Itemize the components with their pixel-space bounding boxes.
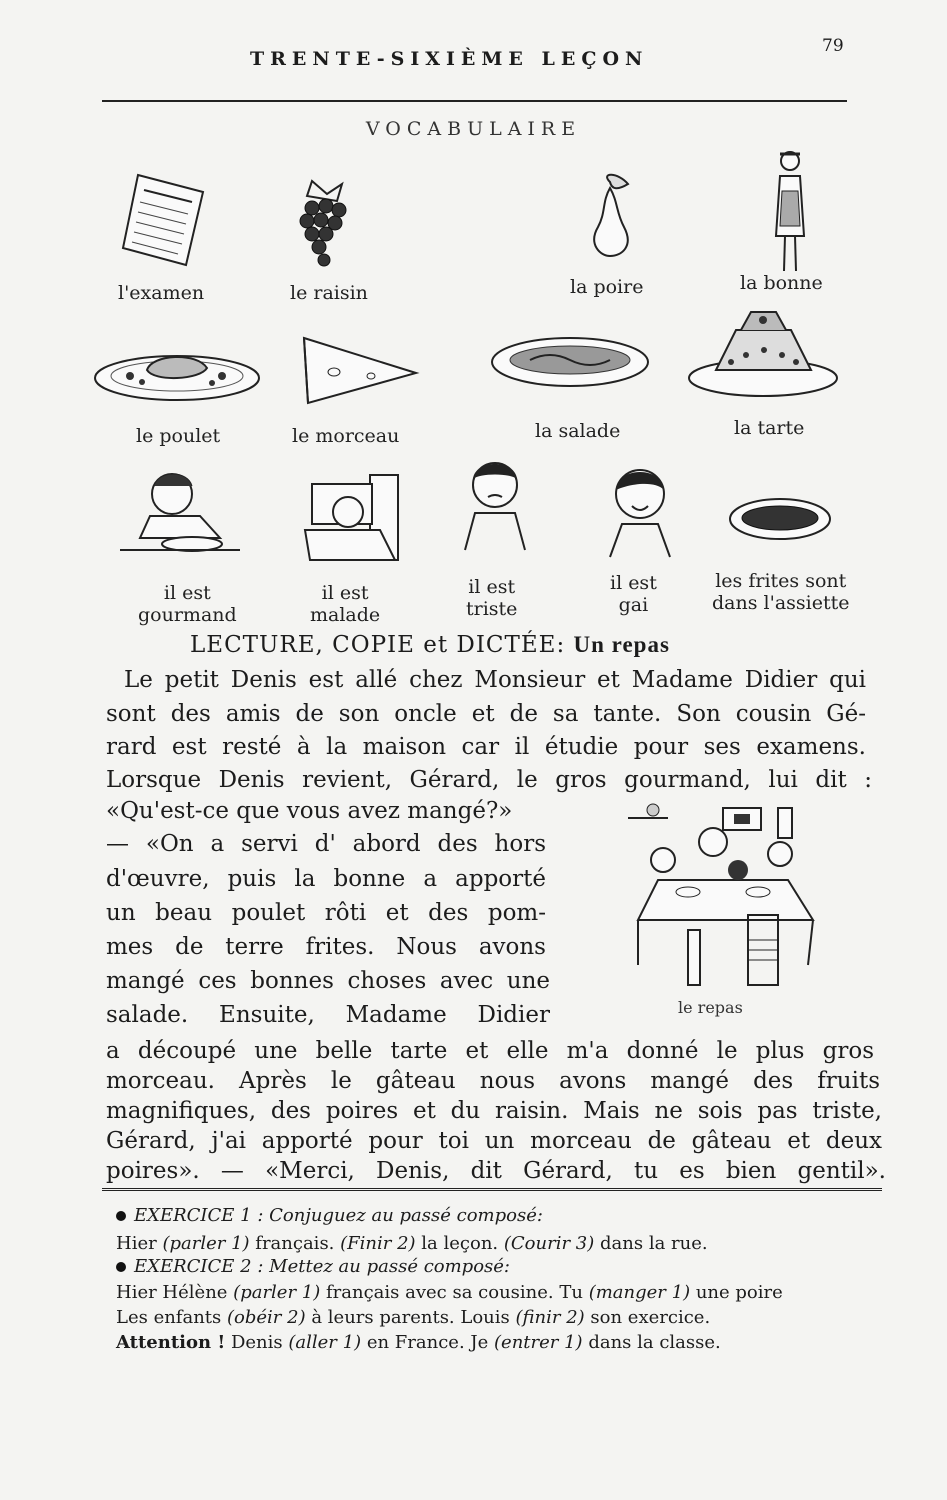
exercise-2-line-2 [116,1307,710,1329]
reading-line-4: Lorsque Denis revient, Gérard, le gros gourmand, lui dit : [106,767,872,793]
roast-chicken-illustration [92,340,262,405]
sad-boy-illustration [455,455,535,555]
reading-heading [190,632,670,658]
meal-picture-caption: le repas [678,998,743,1017]
reading-line-3: rard est resté à la maison car il étudie pour ses examens. [106,734,866,760]
bullet-icon [116,1262,126,1272]
exercise-1-instruction: Conjuguez au passé composé: [269,1205,543,1226]
vocab-fries [712,570,849,614]
exercise-2-line-1 [116,1282,783,1304]
ex2-l1-e: une poire [695,1282,783,1303]
ex1-verb-f: (Courir 3) [503,1233,595,1254]
ex2-l2-e: son exercice. [590,1307,711,1328]
ex2-l2-b: (obéir 2) [227,1307,306,1328]
ex2-l3-e: (entrer 1) [494,1332,583,1353]
vocab-sad-line2: triste [466,598,518,620]
reading-line-5: «Qu'est-ce que vous avez mangé?» [106,798,513,824]
exercise-2-line-3 [116,1332,721,1354]
fries-plate-illustration [728,494,833,544]
vocab-pear: la poire [570,276,644,298]
vocab-maid: la bonne [740,272,823,294]
vocab-sick-line2: malade [310,604,381,626]
reading-line-13: morceau. Après le gâteau nous avons mangé des fruits [106,1068,880,1094]
vocab-sad [466,576,517,620]
exercise-2-instruction: Mettez au passé composé: [269,1256,510,1277]
reading-line-14: magnifiques, des poires et du raisin. Mais ne sois pas triste, [106,1098,882,1124]
vocab-exam: l'examen [118,282,205,304]
bullet-icon [116,1211,126,1221]
ex1-verb-b: (parler 1) [162,1233,250,1254]
ex2-l3-d: en France. Je [366,1332,489,1353]
reading-line-6: — «On a servi d' abord des hors [106,831,546,857]
vocab-salad: la salade [535,420,621,442]
exam-paper-illustration [118,170,208,270]
happy-boy-illustration [600,462,680,562]
tart-illustration [686,300,841,400]
vocab-fries-line1: les frites sont [715,570,847,592]
ex1-text-c: français. [255,1233,335,1254]
vocab-sick [310,582,380,626]
salad-bowl-illustration [490,332,650,392]
vocab-piece: le morceau [292,425,400,447]
reading-line-10: mangé ces bonnes choses avec une [106,968,550,994]
sick-boy-illustration [300,470,405,565]
ex2-l2-c: à leurs parents. Louis [311,1307,510,1328]
pear-illustration [580,172,640,262]
reading-heading-prefix: LECTURE, COPIE et DICTÉE: [190,632,566,658]
greedy-boy-illustration [120,466,240,556]
header-rule [102,100,847,102]
reading-line-2: sont des amis de son oncle et de sa tante. Son cousin Gé- [106,701,866,727]
exercise-2-title: EXERCICE 2 : [134,1256,264,1277]
vocab-sad-line1: il est [468,576,516,598]
vocab-greedy-line2: gourmand [138,604,237,626]
family-meal-illustration [628,800,818,990]
vocab-happy-line2: gai [618,594,649,616]
vocab-tart: la tarte [734,417,805,439]
reading-line-9: mes de terre frites. Nous avons [106,934,546,960]
reading-line-15: Gérard, j'ai apporté pour toi un morceau de gâteau et deux [106,1128,882,1154]
vocab-greedy-line1: il est [163,582,211,604]
grapes-illustration [282,176,362,276]
reading-line-7: d'œuvre, puis la bonne a apporté [106,866,546,892]
reading-line-11: salade. Ensuite, Madame Didier [106,1002,550,1028]
ex1-text-g: dans la rue. [600,1233,708,1254]
cheese-wedge-illustration [296,328,421,408]
vocab-greedy [138,582,237,626]
ex2-l3-attention: Attention ! [116,1332,226,1353]
vocabulary-title: VOCABULAIRE [365,118,582,140]
ex2-l2-a: Les enfants [116,1307,222,1328]
exercise-rule [102,1188,882,1191]
exercise-1-title: EXERCICE 1 : [134,1205,264,1226]
ex2-l1-c: français avec sa cousine. Tu [326,1282,583,1303]
ex1-verb-d: (Finir 2) [340,1233,416,1254]
vocab-fries-line2: dans l'assiette [712,592,850,614]
exercise-2-header [116,1256,510,1278]
reading-line-16: poires». — «Merci, Denis, dit Gérard, tu es bien gentil». [106,1158,886,1184]
vocab-sick-line1: il est [321,582,369,604]
vocab-grapes: le raisin [290,282,368,304]
ex2-l1-a: Hier Hélène [116,1282,228,1303]
ex2-l3-f: dans la classe. [588,1332,721,1353]
ex2-l3-b: Denis [230,1332,283,1353]
reading-line-8: un beau poulet rôti et des pom- [106,900,546,926]
ex1-text-a: Hier [116,1233,157,1254]
ex1-text-e: la leçon. [421,1233,499,1254]
exercise-1-header [116,1205,543,1227]
vocab-happy-line1: il est [610,572,657,594]
reading-line-12: a découpé une belle tarte et elle m'a donné le plus gros [106,1038,874,1064]
maid-illustration [760,146,820,276]
vocab-happy [610,572,657,616]
ex2-l1-d: (manger 1) [588,1282,691,1303]
ex2-l3-c: (aller 1) [288,1332,362,1353]
ex2-l2-d: (finir 2) [515,1307,585,1328]
vocab-chicken: le poulet [136,425,221,447]
ex2-l1-b: (parler 1) [233,1282,321,1303]
reading-heading-title: Un repas [573,632,670,657]
exercise-1-line [116,1233,708,1255]
reading-line-1: Le petit Denis est allé chez Monsieur et Madame Didier qui [124,667,866,693]
running-header: TRENTE-SIXIÈME LEÇON [250,48,649,70]
page-number: 79 [822,36,844,56]
